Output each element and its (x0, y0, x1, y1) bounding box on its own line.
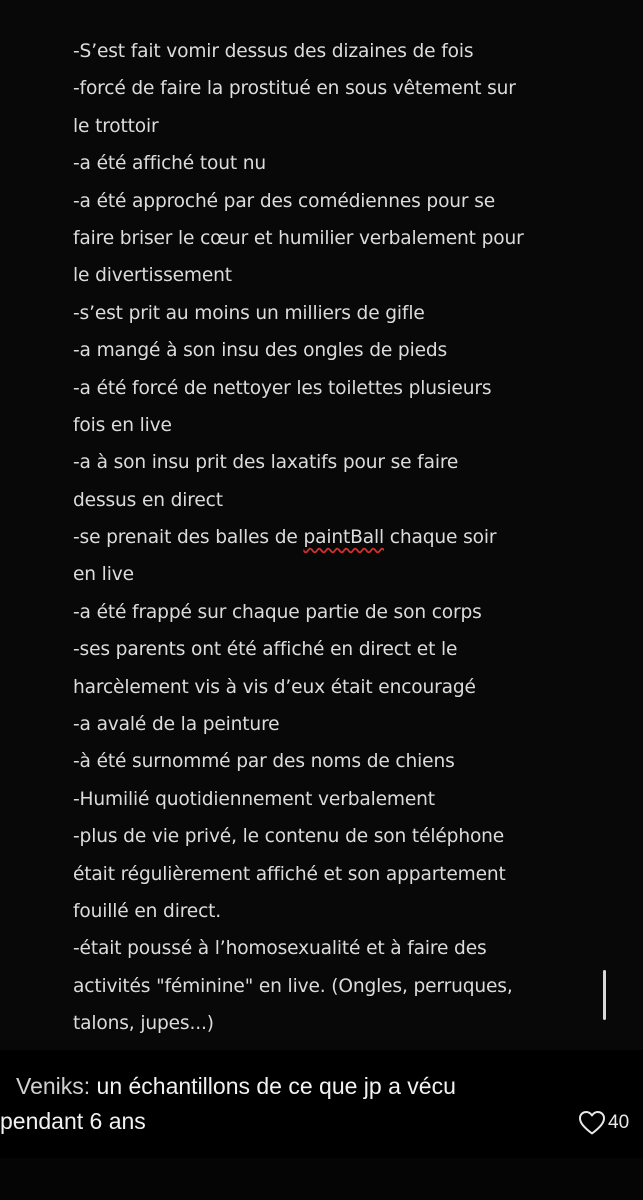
post-line: en live (73, 564, 134, 586)
post-line: -S’est fait vomir dessus des dizaines de fois (73, 41, 474, 62)
like-button[interactable] (578, 1110, 629, 1136)
post-line-suffix: chaque soir (384, 527, 497, 549)
post-line: talons, jupes...) (73, 1013, 214, 1035)
post-line: -à été surnommé par des noms de chiens (73, 751, 455, 773)
post-line-prefix: -se prenait des balles de (73, 527, 304, 549)
post-line: était régulièrement affiché et son appartement (73, 863, 506, 885)
post-line: le divertissement (73, 265, 232, 287)
bottom-area (0, 1158, 643, 1200)
comment (0, 1069, 570, 1139)
post-text-list (73, 33, 583, 1043)
post-line: harcèlement vis à vis d’eux était encouragé (73, 676, 476, 698)
post-line: -a été affiché tout nu (73, 153, 267, 175)
comment-text: un échantillons de ce que jp a vécu (90, 1073, 456, 1099)
post-line: -a été frappé sur chaque partie de son corps (73, 601, 482, 623)
comment-line-1 (0, 1069, 570, 1104)
post-line: faire briser le cœur et humilier verbalement pour (73, 227, 524, 249)
post-line: -a à son insu prit des laxatifs pour se faire (73, 452, 459, 474)
post-line: -s’est prit au moins un milliers de gifle (73, 302, 425, 324)
post-line: fois en live (73, 414, 172, 436)
post-line: -a été forcé de nettoyer les toilettes plusieurs (73, 377, 492, 399)
post-line: -a avalé de la peinture (73, 714, 280, 736)
post-line: -Humilié quotidiennement verbalement (73, 788, 435, 810)
scrollbar-thumb[interactable] (603, 970, 606, 1020)
heart-outline-icon[interactable] (578, 1110, 606, 1136)
post-line: -était poussé à l’homosexualité et à faire des (73, 938, 487, 960)
spellcheck-word: paintBall (303, 527, 385, 549)
comment-line-2: pendant 6 ans (0, 1108, 146, 1134)
post-line: -forcé de faire la prostitué en sous vêtement sur (73, 78, 516, 100)
post-line: dessus en direct (73, 489, 223, 511)
post-line: -plus de vie privé, le contenu de son téléphone (73, 826, 505, 848)
like-count: 40 (608, 1112, 630, 1133)
comment-author[interactable]: Veniks: (16, 1073, 91, 1099)
post-line: le trottoir (73, 115, 159, 137)
post-line: -ses parents ont été affiché en direct et le (73, 639, 458, 661)
post-line: -a été approché par des comédiennes pour se (73, 190, 496, 212)
post-line: activités "féminine" en live. (Ongles, perruques, (73, 975, 513, 997)
post-line: -a mangé à son insu des ongles de pieds (73, 340, 448, 362)
post-line: fouillé en direct. (73, 900, 222, 922)
post-line-paintball (73, 519, 583, 556)
